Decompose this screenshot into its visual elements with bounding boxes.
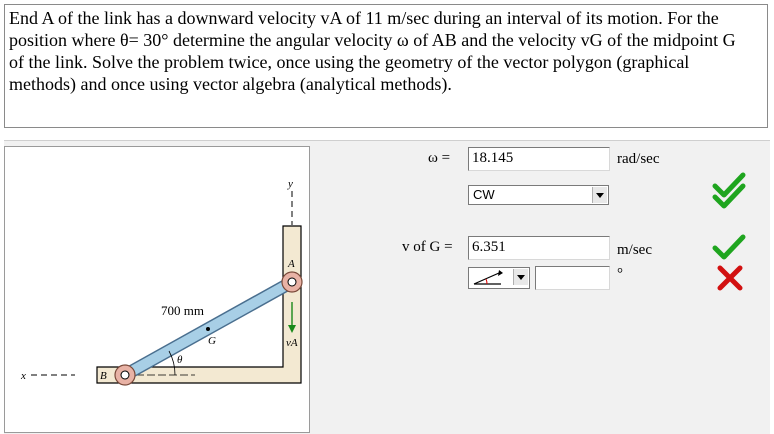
- problem-line-1: End A of the link has a downward velocity vA of 11 m/sec during an interval of its motion. For the: [9, 8, 719, 28]
- vg-label: v of G =: [402, 239, 453, 255]
- check-icon: [712, 233, 746, 261]
- link-diagram-drawing: [5, 147, 311, 434]
- direction-select-value: CW: [473, 187, 495, 202]
- link-diagram: [4, 146, 310, 433]
- pin-a-center: [288, 278, 296, 286]
- direction-select[interactable]: [468, 185, 609, 205]
- point-g-label: G: [208, 335, 216, 347]
- angle-input[interactable]: [535, 266, 610, 290]
- problem-statement: [4, 4, 768, 128]
- angle-direction-icon: [471, 269, 511, 287]
- chevron-down-icon[interactable]: [592, 187, 607, 203]
- y-axis-label: y: [288, 178, 293, 190]
- angle-unit: °: [617, 266, 623, 282]
- vg-input[interactable]: 6.351: [468, 236, 610, 260]
- angle-label: θ: [177, 354, 183, 366]
- x-axis-label: x: [21, 370, 26, 382]
- point-b-label: B: [100, 370, 107, 382]
- problem-line-3: of the link. Solve the problem twice, once using the geometry of the vector polygon (graphical: [9, 52, 690, 72]
- problem-line-4: methods) and once using vector algebra (analytical methods).: [9, 74, 452, 94]
- check-icon: [712, 182, 746, 210]
- omega-input[interactable]: 18.145: [468, 147, 610, 171]
- problem-line-2: position where θ= 30° determine the angular velocity ω of AB and the velocity vG of the midpoint G: [9, 30, 736, 50]
- cross-icon: [716, 264, 744, 292]
- chevron-down-icon[interactable]: [513, 269, 528, 285]
- velocity-label: vA: [286, 337, 298, 349]
- point-a-label: A: [288, 258, 295, 270]
- vg-unit: m/sec: [617, 242, 652, 258]
- omega-unit: rad/sec: [617, 151, 660, 167]
- angle-direction-select[interactable]: [468, 267, 530, 289]
- omega-label: ω =: [428, 150, 451, 166]
- midpoint-g-dot: [206, 327, 210, 331]
- pin-b-center: [121, 371, 129, 379]
- length-label: 700 mm: [161, 303, 204, 318]
